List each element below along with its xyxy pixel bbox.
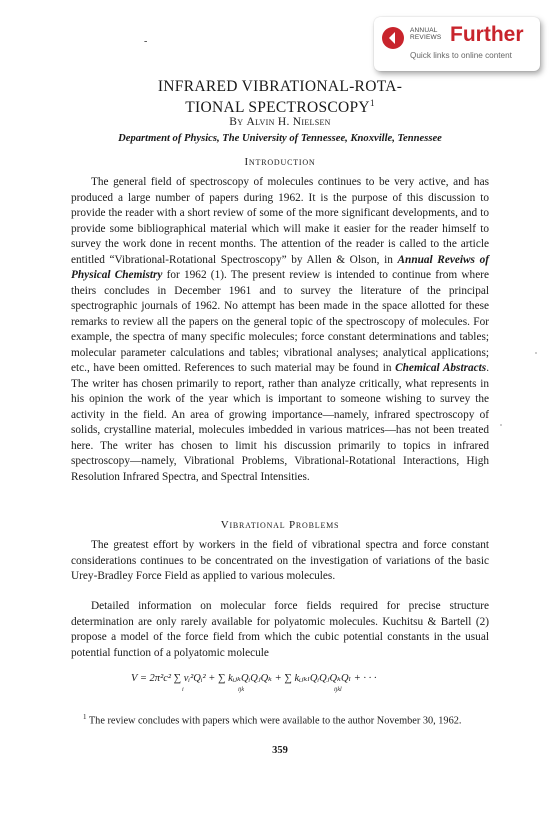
introduction-paragraph	[71, 175, 489, 485]
vibrational-problems-heading: Vibrational Problems	[220, 519, 340, 531]
margin-mark: -	[144, 36, 148, 47]
equation-sub-ijk: ijk	[238, 687, 244, 693]
footnote-text: The review concludes with papers which were available to the author November 30, 1962.	[86, 715, 462, 727]
footnote	[71, 710, 489, 728]
scan-speck	[535, 352, 537, 354]
intro-text-b: for 1962 (1). The present review is intended to continue from where theirs concludes in December 1961 and to survey the literature of the principal spectrographic journals of 1962. No attempt has been made in the space allotted for these remarks to review all the papers on the general topic of the spectroscopy of molecules. For example, the spectra of many specific molecules; force constant determinations and tables; molecular parameter calculations and tables; vibrational analyses; analytical applications; etc., have been omitted. References to such material may be found in	[71, 269, 489, 374]
author-prefix: By	[229, 116, 244, 128]
equation-text: V = 2π²c² ∑ νᵢ²Qᵢ² + ∑ kᵢⱼₖQᵢQⱼQₖ + ∑ kᵢⱼₖₗQᵢQⱼQₖQₗ + · · ·	[131, 673, 377, 684]
further-label: Further	[450, 23, 524, 46]
reviews-label: REVIEWS	[410, 34, 442, 41]
introduction-heading: Introduction	[244, 156, 316, 168]
title-footnote-ref[interactable]: 1	[369, 98, 375, 108]
journal-citation-chemical-abstracts: Chemical Abstracts	[395, 362, 487, 374]
title-line-2	[130, 95, 430, 116]
annual-reviews-further-badge[interactable]	[374, 17, 540, 71]
intro-text-c: . The writer has chosen primarily to report, rather than analyze critically, what represents in his opinion the work of the year which is important to someone wishing to survey the activity in the field. An area of growing importance—namely, infrared spectroscopy of solids, crystalline material, molecules imbedded in various matrices—has not been treated here. The writer has chosen to limit his discussion primarily to topics in infrared spectroscopy—namely, Vibrational Problems, Vibrational-Rotational Interactions, High Resolution Infrared Spectra, and Spectral Intensities.	[71, 362, 490, 483]
quick-links-label: Quick links to online content	[410, 51, 512, 60]
equation-sub-ijkl: ijkl	[334, 687, 342, 693]
annual-label: ANNUAL	[410, 27, 438, 34]
vibrational-paragraph-1: The greatest effort by workers in the field of vibrational spectra and force constant considerations continues to be concentrated on the investigation of variations of the basic Urey-Bradley Force Field as applied to various molecules.	[71, 539, 489, 582]
title-line-2-text: TIONAL SPECTROSCOPY	[185, 99, 370, 117]
journal-citation-annual-reviews: Annual Reveiws of Physical Chemistry	[71, 253, 489, 281]
author-affiliation: Department of Physics, The University of Tennessee, Knoxville, Tennessee	[118, 133, 442, 144]
page-number: 359	[272, 745, 288, 756]
vibrational-paragraph-2: Detailed information on molecular force fields required for precise structure determination are only rarely available for polyatomic molecules. Kuchitsu & Bartell (2) propose a model of the force field from which the cubic potential constants in the usual potential function of a polyatomic molecule	[71, 600, 489, 659]
author-byline	[80, 116, 480, 128]
intro-text-a: The general field of spectroscopy of molecules continues to be very active, and has produced a large number of papers during 1962. It is the purpose of this discussion to provide the reader with a short review of some of the more significant developments, and to provide some bibliographical material which will make it easier for the reader himself to survey the work done in recent months. The attention of the reader is called to the article entitled “Vibrational-Rotational Spectroscopy” by Allen & Olson, in	[71, 176, 489, 266]
title-line-1: INFRARED VIBRATIONAL-ROTA-	[157, 78, 403, 95]
annual-reviews-wordmark	[410, 27, 441, 41]
footnote-marker: 1	[83, 713, 87, 721]
potential-function-equation	[71, 672, 489, 694]
further-arrow-icon	[382, 27, 404, 49]
scan-speck	[500, 424, 502, 426]
equation-sub-i: i	[182, 687, 184, 693]
article-title	[130, 78, 430, 116]
author-name: Alvin H. Nielsen	[246, 116, 331, 128]
